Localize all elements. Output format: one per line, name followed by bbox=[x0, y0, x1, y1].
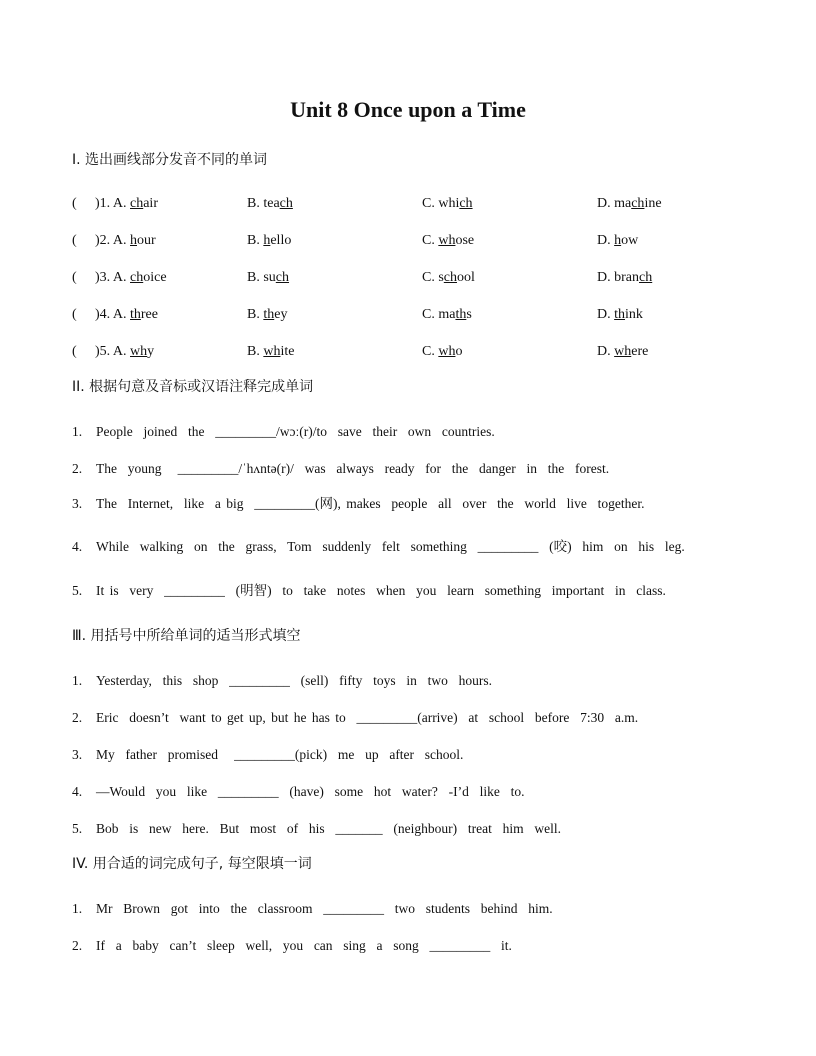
mc-option-d: D. branch bbox=[597, 270, 653, 285]
fill-question-3-1: 1. Yesterday, this shop _________ (sell) fifty toys in two hours. bbox=[72, 673, 492, 688]
mc-option-a: ( )4. A. three bbox=[72, 307, 158, 322]
fill-question-2-4: 4. While walking on the grass, Tom suddenly felt something _________ (咬) him on his leg. bbox=[72, 539, 685, 554]
fill-question-2-1: 1. People joined the _________/wɔː(r)/to save their own countries. bbox=[72, 424, 495, 439]
section-4-heading: IV. 用合适的词完成句子, 每空限填一词 bbox=[72, 856, 312, 872]
mc-option-c: C. school bbox=[422, 270, 475, 285]
mc-option-a: ( )5. A. why bbox=[72, 344, 155, 359]
mc-question-4 bbox=[72, 305, 752, 325]
fill-question-3-5: 5. Bob is new here. But most of his _______ (neighbour) treat him well. bbox=[72, 821, 561, 836]
fill-question-3-4: 4. —Would you like _________ (have) some hot water? -I’d like to. bbox=[72, 784, 525, 799]
mc-option-c: C. whose bbox=[422, 233, 475, 248]
fill-question-3-3: 3. My father promised _________(pick) me up after school. bbox=[72, 747, 464, 762]
mc-question-5 bbox=[72, 342, 752, 362]
section-3-heading: Ⅲ. 用括号中所给单词的适当形式填空 bbox=[72, 628, 301, 644]
mc-option-b: B. white bbox=[247, 344, 295, 359]
mc-option-a: ( )3. A. choice bbox=[72, 270, 167, 285]
mc-option-b: B. such bbox=[247, 270, 290, 285]
fill-question-4-1: 1. Mr Brown got into the classroom _________ two students behind him. bbox=[72, 901, 553, 916]
page-title: Unit 8 Once upon a Time bbox=[290, 97, 526, 122]
mc-option-b: B. they bbox=[247, 307, 288, 322]
section-1-heading: I. 选出画线部分发音不同的单词 bbox=[72, 152, 268, 168]
section-2-heading: II. 根据句意及音标或汉语注释完成单词 bbox=[72, 379, 314, 395]
mc-question-2 bbox=[72, 231, 752, 251]
mc-option-d: D. how bbox=[597, 233, 639, 248]
mc-option-b: B. hello bbox=[247, 233, 292, 248]
fill-question-2-2: 2. The young _________/ˈhʌntə(r)/ was always ready for the danger in the forest. bbox=[72, 461, 610, 476]
mc-option-d: D. think bbox=[597, 307, 643, 322]
mc-option-a: ( )2. A. hour bbox=[72, 233, 156, 248]
fill-question-3-2: 2. Eric doesn’t want to get up, but he has to _________(arrive) at school before 7:30 a.m. bbox=[72, 710, 639, 725]
mc-option-d: D. machine bbox=[597, 196, 662, 211]
mc-option-b: B. teach bbox=[247, 196, 293, 211]
mc-question-1 bbox=[72, 194, 752, 214]
fill-question-4-2: 2. If a baby can’t sleep well, you can sing a song _________ it. bbox=[72, 938, 512, 953]
mc-option-c: C. maths bbox=[422, 307, 472, 322]
fill-question-2-3: 3. The Internet, like a big _________(网), makes people all over the world live together. bbox=[72, 496, 645, 511]
mc-option-a: ( )1. A. chair bbox=[72, 196, 158, 211]
mc-option-c: C. who bbox=[422, 344, 463, 359]
mc-option-d: D. where bbox=[597, 344, 649, 359]
fill-question-2-5: 5. It is very _________ (明智) to take notes when you learn something important in class. bbox=[72, 583, 666, 598]
mc-option-c: C. which bbox=[422, 196, 473, 211]
mc-question-3 bbox=[72, 268, 752, 288]
